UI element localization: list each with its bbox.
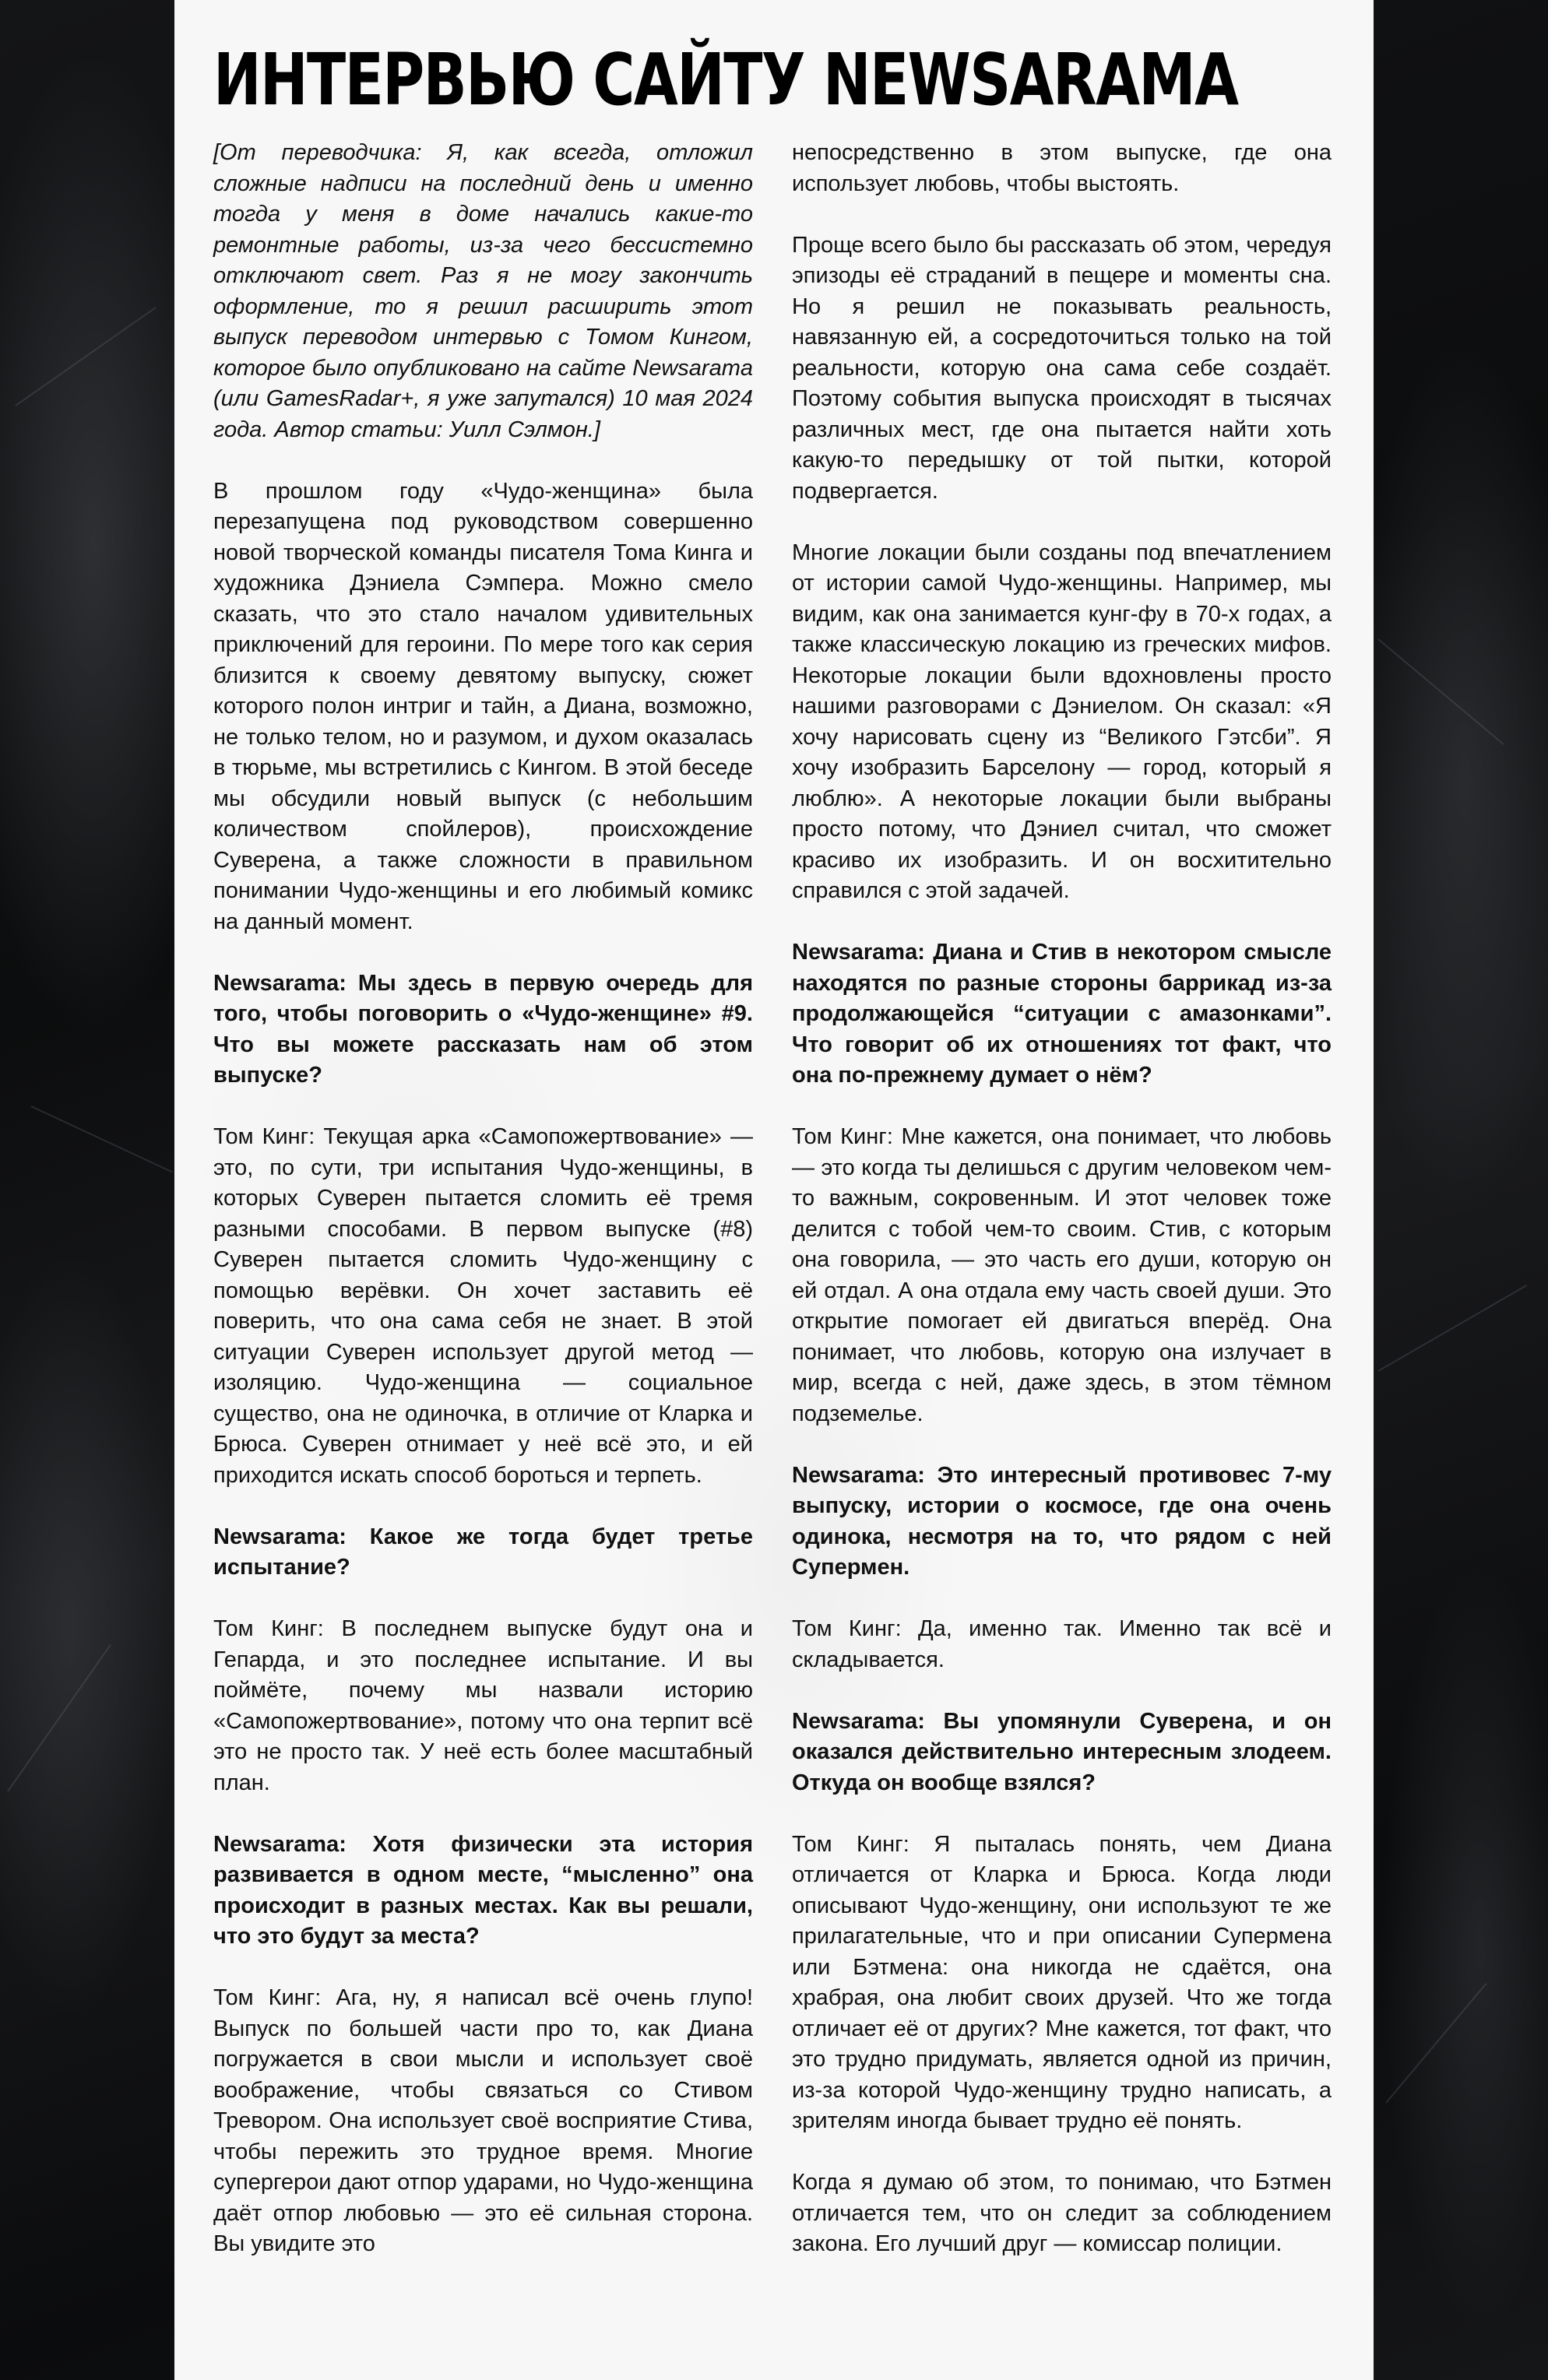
interview-question: Newsarama: Хотя физически эта история развивается в одном месте, “мысленно” она происходит в разных местах. Как вы решали, что это будут за места? bbox=[213, 1831, 753, 1949]
marble-vein bbox=[31, 1106, 173, 1172]
interview-answer: Том Кинг: Да, именно так. Именно так всё и складывается. bbox=[792, 1616, 1332, 1672]
marble-vein bbox=[7, 1644, 111, 1792]
article-page bbox=[174, 0, 1374, 2380]
right-column bbox=[792, 138, 1332, 2290]
marble-vein bbox=[1378, 1285, 1528, 1372]
interview-answer-continued: непосредственно в этом выпуске, где она использует любовь, чтобы выстоять. bbox=[792, 140, 1332, 196]
marble-vein bbox=[1377, 638, 1504, 745]
interview-answer: Когда я думаю об этом, то понимаю, что Бэтмен отличается тем, что он следит за соблюдением закона. Его лучший друг — комиссар полиции. bbox=[792, 2170, 1332, 2256]
translator-note: [От переводчика: Я, как всегда, отложил сложные надписи на последний день и именно тогда у меня в доме начались какие-то ремонтные работы, из-за чего бессистемно отключают свет. Раз я не могу закончить оформление, то я решил расширить этот выпуск переводом интервью с Томом Кингом, которое было опубликовано на сайте Newsarama (или GamesRadar+, я уже запутался) 10 мая 2024 года. Автор статьи: Уилл Сэлмон.] bbox=[213, 140, 753, 442]
intro-paragraph: В прошлом году «Чудо-женщина» была перезапущена под руководством совершенно новой творческой команды писателя Тома Кинга и художника Дэниела Сэмпера. Можно смело сказать, что это стало началом удивительных приключений для героини. По мере того как серия близится к своему девятому выпуску, сюжет которого полон интриг и тайн, а Диана, возможно, не только телом, но и разумом, и духом оказалась в тюрьме, мы встретились с Кингом. В этой беседе мы обсудили новый выпуск (с небольшим количеством спойлеров), происхождение Суверена, а также сложности в правильном понимании Чудо-женщины и его любимый комикс на данный момент. bbox=[213, 478, 753, 934]
page-title: ИНТЕРВЬЮ САЙТУ NEWSARAMA bbox=[213, 38, 1238, 121]
interview-question: Newsarama: Диана и Стив в некотором смысле находятся по разные стороны баррикад из-за продолжающейся “ситуации с амазонками”. Что говорит об их отношениях тот факт, что она по-прежнему думает о нём? bbox=[792, 940, 1332, 1088]
interview-question: Newsarama: Это интересный противовес 7-му выпуску, истории о космосе, где она очень одинока, несмотря на то, что рядом с ней Супермен. bbox=[792, 1462, 1332, 1580]
interview-answer: Том Кинг: Текущая арка «Самопожертвование» — это, по сути, три испытания Чудо-женщины, в которых Суверен пытается сломить её тремя разными способами. В первом выпуске (#8) Суверен пытается сломить Чудо-женщину с помощью верёвки. Он хочет заставить её поверить, что она сама себя не знает. В этой ситуации Суверен использует другой метод — изоляцию. Чудо-женщина — социальное существо, она не одиночка, в отличие от Кларка и Брюса. Суверен отнимает у неё всё это, и ей приходится искать способ бороться и терпеть. bbox=[213, 1124, 753, 1488]
marble-vein bbox=[1385, 1983, 1486, 2103]
interview-question: Newsarama: Какое же тогда будет третье испытание? bbox=[213, 1524, 753, 1580]
interview-answer: Многие локации были созданы под впечатлением от истории самой Чудо-женщины. Например, мы видим, как она занимается кунг-фу в 70-х годах, а также классическую локацию из греческих мифов. Некоторые локации были вдохновлены просто нашими разговорами с Дэниелом. Он сказал: «Я хочу нарисовать сцену из “Великого Гэтсби”. Я хочу изобразить Барселону — город, который я люблю». А некоторые локации были выбраны просто потому, что Дэниел считал, что сможет красиво их изобразить. И он восхитительно справился с этой задачей. bbox=[792, 540, 1332, 903]
interview-answer: Том Кинг: Ага, ну, я написал всё очень глупо! Выпуск по большей части про то, как Диана погружается в свои мысли и использует своё воображение, чтобы связаться со Стивом Тревором. Она использует своё восприятие Стива, чтобы пережить это трудное время. Многие супергерои дают отпор ударами, но Чудо-женщина даёт отпор любовью — это её сильная сторона. Вы увидите это bbox=[213, 1985, 753, 2256]
interview-answer: Том Кинг: В последнем выпуске будут она и Гепарда, и это последнее испытание. И вы поймёте, почему мы назвали историю «Самопожертвование», потому что она терпит всё это не просто так. У неё есть более масштабный план. bbox=[213, 1616, 753, 1795]
interview-question: Newsarama: Мы здесь в первую очередь для того, чтобы поговорить о «Чудо-женщине» #9. Что вы можете рассказать нам об этом выпуске? bbox=[213, 970, 753, 1088]
interview-answer: Том Кинг: Я пыталась понять, чем Диана отличается от Кларка и Брюса. Когда люди описывают Чудо-женщину, они используют те же прилагательные, что и при описании Супермена или Бэтмена: она никогда не сдаётся, она храбрая, она любит своих друзей. Что же тогда отличает её от других? Мне кажется, тот факт, что это трудно придумать, является одной из причин, из-за которой Чудо-женщину трудно написать, а зрителям иногда бывает трудно её понять. bbox=[792, 1831, 1332, 2133]
marble-vein bbox=[15, 307, 156, 406]
left-column bbox=[213, 138, 753, 2290]
interview-question: Newsarama: Вы упомянули Суверена, и он оказался действительно интересным злодеем. Откуда он вообще взялся? bbox=[792, 1708, 1332, 1795]
interview-answer: Проще всего было бы рассказать об этом, чередуя эпизоды её страданий в пещере и моменты сна. Но я решил не показывать реальность, навязанную ей, а сосредоточиться только на той реальности, которую она сама себе создаёт. Поэтому события выпуска происходят в тысячах различных мест, где она пытается найти хоть какую-то передышку от той пытки, которой подвергается. bbox=[792, 232, 1332, 504]
interview-answer: Том Кинг: Мне кажется, она понимает, что любовь — это когда ты делишься с другим человеком чем-то важным, сокровенным. И этот человек тоже делится с тобой чем-то своим. Стив, с которым она говорила, — это часть его души, которую он ей отдал. А она отдала ему часть своей души. Это открытие помогает ей двигаться вперёд. Она понимает, что любовь, которую она излучает в мир, всегда с ней, даже здесь, в этом тёмном подземелье. bbox=[792, 1124, 1332, 1426]
